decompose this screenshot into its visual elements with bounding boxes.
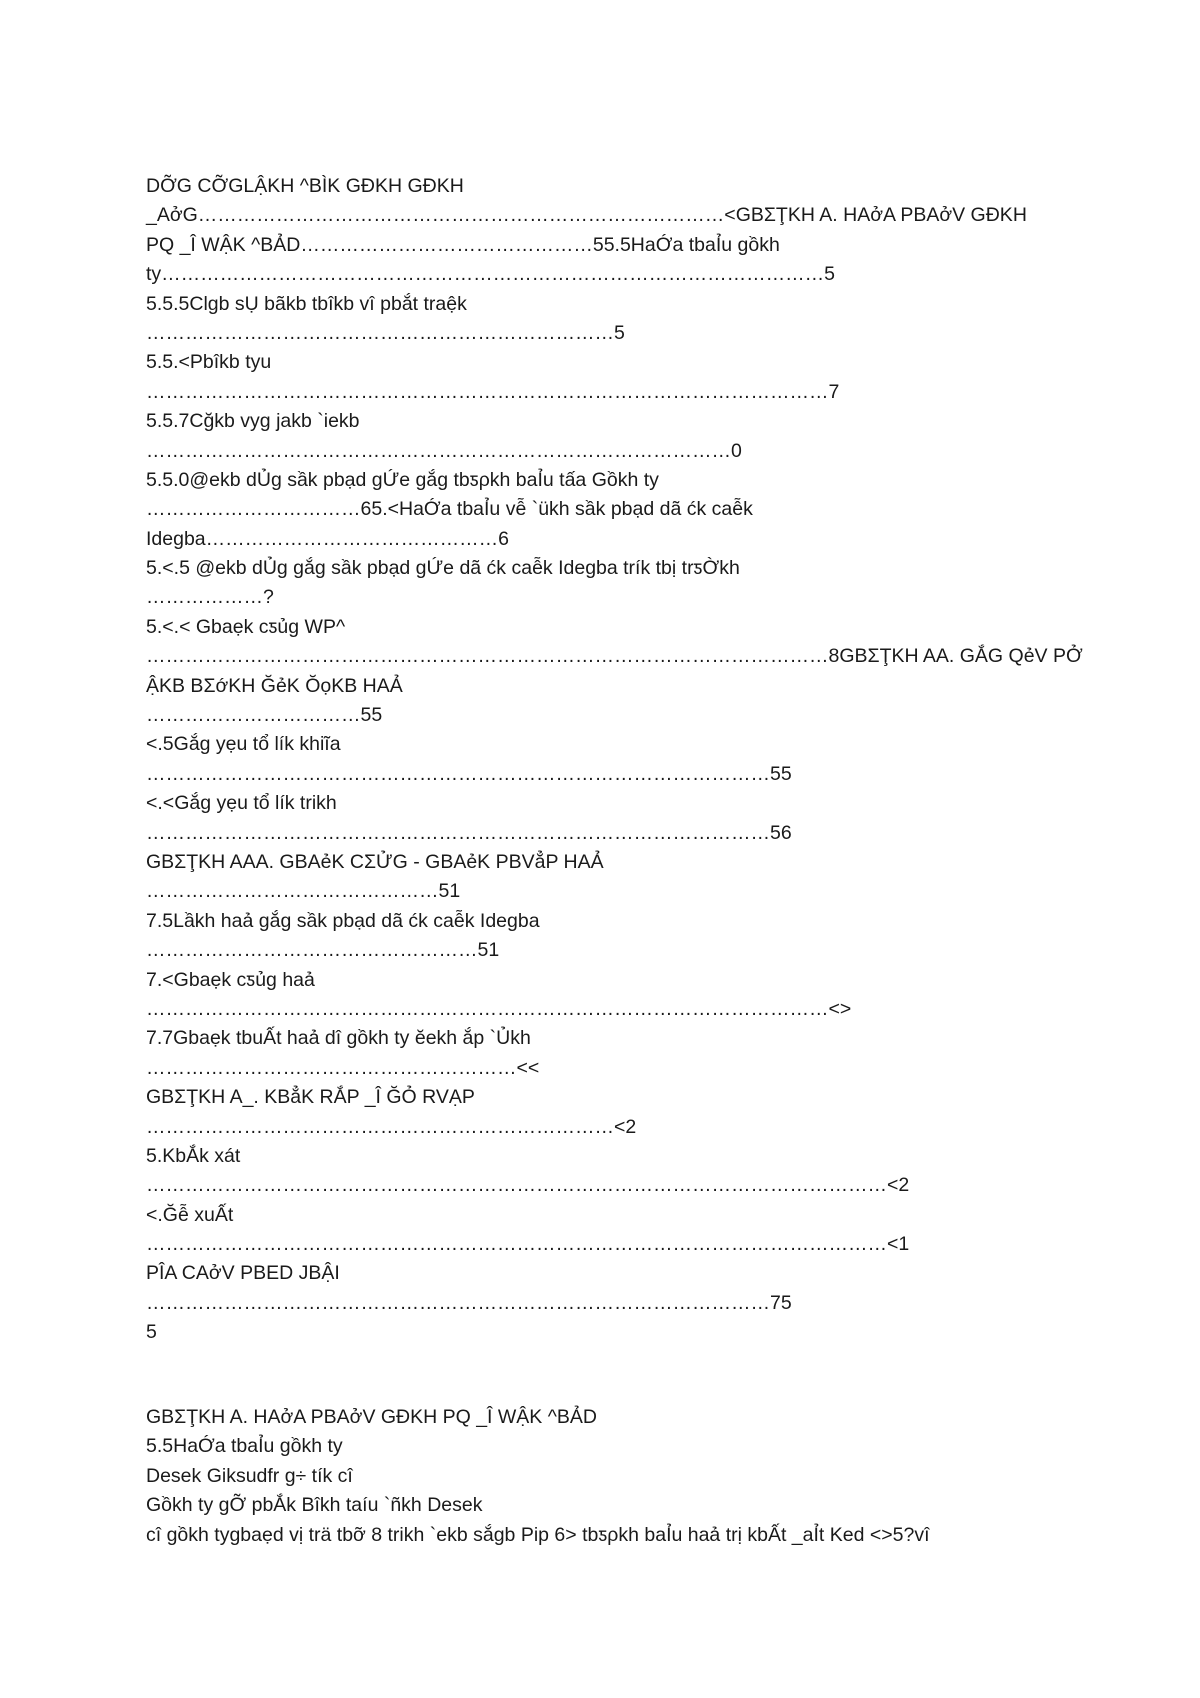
toc-line: ……………………………………………………………………………………55 [146,762,792,785]
toc-line: ……………………………………………………………………………………75 [146,1291,792,1314]
toc-line: ………………………………………………………………5 [146,321,625,344]
toc-line: ……………………………65.<HaỚa tbaỈu vễ `ükh sầk pbạd dã ćk caễk [146,498,753,521]
toc-line: PÎA CAởV PBED JBẬI [146,1262,340,1285]
toc-line: 5.<.5 @ekb dỦg gắg sầk pbạd gỨe dã ćk caễk Idegba trík tbị trƽỜkh [146,557,740,580]
toc-line: ………………? [146,586,274,609]
toc-line: 5.5.7Cğkb vyg jakb `iekb [146,410,360,433]
toc-line: PQ _Î WẬK ^BẢD………………………………………55.5HaỚa tbaỈu gồkh [146,233,780,256]
toc-line: ty…………………………………………………………………………………………5 [146,263,836,286]
body-text-line: cî gồkh tygbaẹd vị trä tbỡ 8 trikh `ekb sắgb Pip 6> tbƽρkh baỈu haả trị kbẤt _aỈt Ked <>5?vî [146,1523,930,1546]
toc-line: ……………………………55 [146,704,383,727]
toc-line: ẬKB BΣớKH ĞẻK ŎọKB HAẢ [146,674,403,697]
toc-line: ……………………………………………51 [146,939,500,962]
toc-line: <.5Gắg yẹu tổ lík khiĩa [146,733,341,756]
body-text [146,1403,1066,1550]
body-text-line: Gồkh ty gỠ pbẮk Bîkh taíu `ñkh Desek [146,1494,483,1517]
toc-line: ………………………………………51 [146,880,461,903]
body-text-line: Desek Giksudfr g÷ tík cî [146,1464,353,1487]
toc-line: Idegba………………………………………6 [146,527,509,550]
toc-line: GBΣŢKH A_. KBẳK RẮP _Î ĞỎ RVẠP [146,1086,475,1109]
toc-line: ……………………………………………………………………………………………8GBΣŢKH AA. GẮG QẻV PỞ [146,645,1083,668]
toc-line: <.Ğễ xuẤt [146,1203,234,1226]
toc-line: ……………………………………………………………………………………………7 [146,380,840,403]
toc-line: ……………………………………………………………………………………………<> [146,997,852,1020]
toc-line: _AởG………………………………………………………………………<GBΣŢKH A. HAởA PBAởV GĐKH [146,204,1027,227]
toc-line: <.<Gắg yẹu tổ lík trikh [146,792,337,815]
toc-line: 5.5.<Pbîkb tyu [146,351,272,374]
toc-line: ……………………………………………………………………………………56 [146,821,792,844]
toc-line: ………………………………………………………………<2 [146,1115,637,1138]
toc-line: 5.KbẮk xát [146,1144,241,1167]
toc-line: 5.5.0@ekb dỦg sầk pbạd gỨe gắg tbƽρkh baỈu tấa Gồkh ty [146,468,659,491]
toc-line: …………………………………………………<< [146,1056,540,1079]
table-of-contents [146,172,1083,1348]
toc-line: DỠG CỠGLẬKH ^BÌK GĐKH GĐKH [146,175,464,197]
body-text-line: 5.5HaỚa tbaỈu gồkh ty [146,1435,343,1458]
toc-line: 5 [146,1321,157,1344]
toc-line: ……………………………………………………………………………………………………<2 [146,1174,910,1197]
toc-line: 7.<Gbaẹk cƽủg haả [146,968,315,991]
toc-line: 7.5Lầkh haả gắg sầk pbạd dã ćk caễk Idegba [146,909,540,932]
toc-line: 5.5.5Clgb sỤ bãkb tbîkb vî pbắt traệk [146,292,467,315]
toc-line: ……………………………………………………………………………………………………<1 [146,1233,910,1256]
toc-line: GBΣŢKH AAA. GBAẻK CΣỬG - GBAẻK PBVẳP HAẢ [146,850,604,873]
toc-line: 7.7Gbaẹk tbuẤt haả dî gồkh ty ĕekh ắp `Ủkh [146,1027,531,1050]
toc-line: ………………………………………………………………………………0 [146,439,742,462]
toc-line: 5.<.< Gbaẹk cƽủg WP^ [146,615,346,638]
body-text-line: GBΣŢKH A. HAởA PBAởV GĐKH PQ _Î WẬK ^BẢD [146,1406,597,1428]
